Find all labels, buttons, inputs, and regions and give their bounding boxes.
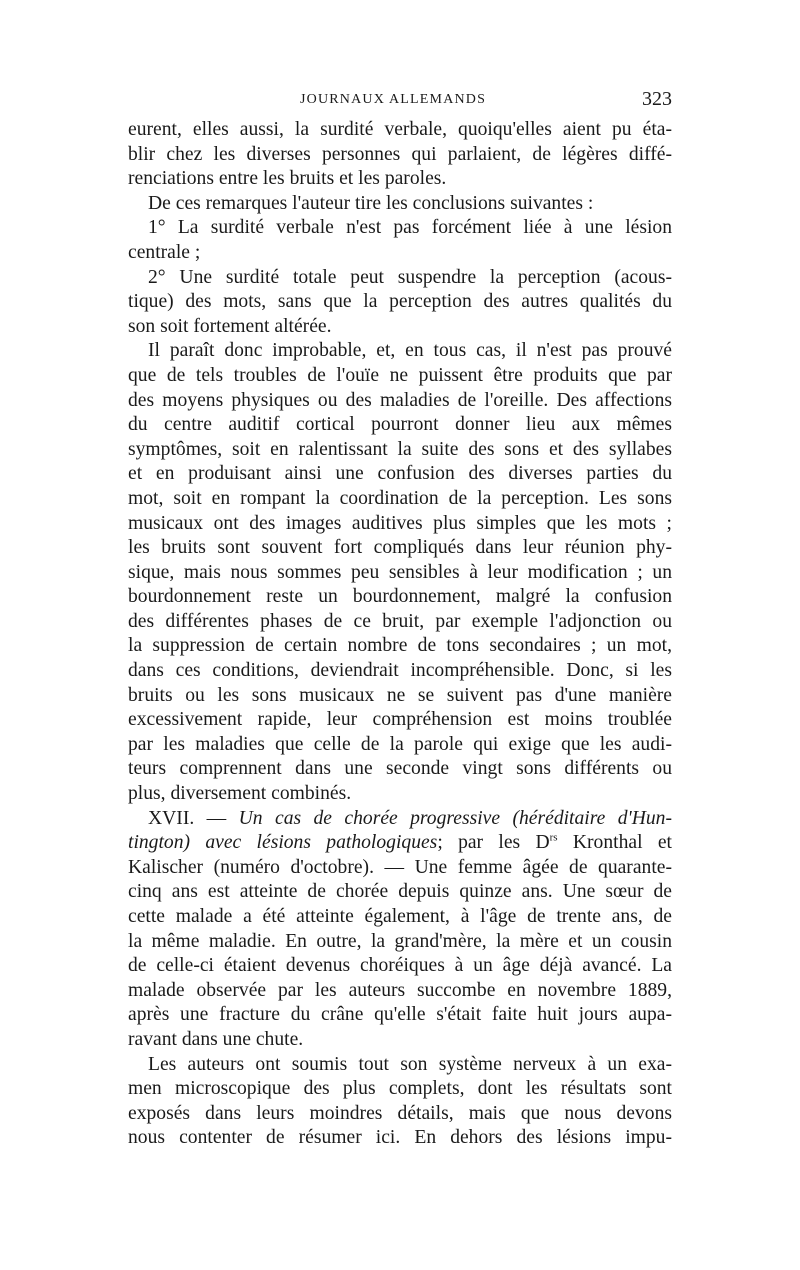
authors: Kronthal et xyxy=(557,832,672,854)
text-line: bruits ou les sons musicaux ne se suivent pas d'une manière xyxy=(128,684,672,706)
text-line: tique) des mots, sans que la perception des autres qualités du xyxy=(128,291,672,313)
text-line: renciations entre les bruits et les paroles. xyxy=(128,168,447,190)
text-line: Kalischer (numéro d'octobre). — Une femme âgée de quarante- xyxy=(128,856,672,878)
text-line: 1° La surdité verbale n'est pas forcément liée à une lésion xyxy=(148,217,672,239)
text-line: ravant dans une chute. xyxy=(128,1028,304,1050)
text-line: teurs comprennent dans une seconde vingt sons différents ou xyxy=(128,758,672,780)
text-line: la même maladie. En outre, la grand'mère, la mère et un cousin xyxy=(128,930,672,952)
article-title: Un cas de chorée progressive (héréditaire d'Hun- xyxy=(238,807,672,829)
body-text xyxy=(128,118,672,1151)
text-line: après une fracture du crâne qu'elle s'était faite huit jours aupa- xyxy=(128,1004,672,1026)
text-line: de celle-ci étaient devenus choréiques à un âge déjà avancé. La xyxy=(128,955,672,977)
text-line: nous contenter de résumer ici. En dehors des lésions impu- xyxy=(128,1127,672,1149)
text-line: et en produisant ainsi une confusion des diverses parties du xyxy=(128,463,672,485)
page-number: 323 xyxy=(642,88,672,110)
text-line: 2° Une surdité totale peut suspendre la perception (acous- xyxy=(148,266,672,288)
text-line: centrale ; xyxy=(128,241,201,263)
text-line: excessivement rapide, leur compréhension est moins troublée xyxy=(128,709,672,731)
text-line: symptômes, soit en ralentissant la suite des sons et des syllabes xyxy=(128,438,672,460)
text-line: eurent, elles aussi, la surdité verbale, quoiqu'elles aient pu éta- xyxy=(128,119,672,140)
text-line: son soit fortement altérée. xyxy=(128,315,332,337)
text-line: exposés dans leurs moindres détails, mais que nous devons xyxy=(128,1102,672,1124)
text-line: De ces remarques l'auteur tire les conclusions suivantes : xyxy=(148,192,594,214)
section-number: XVII. — xyxy=(148,807,227,829)
section-heading-line xyxy=(128,807,672,832)
text-line: que de tels troubles de l'ouïe ne puissent être produits que par xyxy=(128,364,672,386)
text-line: musicaux ont des images auditives plus simples que les mots ; xyxy=(128,512,672,534)
text-line: Il paraît donc improbable, et, en tous cas, il n'est pas prouvé xyxy=(148,340,672,362)
text-line: blir chez les diverses personnes qui parlaient, de légères diffé- xyxy=(128,143,672,165)
text-line: des moyens physiques ou des maladies de l'oreille. Des affections xyxy=(128,389,672,411)
running-head xyxy=(128,86,672,110)
text-line: Les auteurs ont soumis tout son système nerveux à un exa- xyxy=(148,1053,672,1075)
authors-prefix: ; par les D xyxy=(437,832,550,854)
article-title-cont: tington) avec lésions pathologiques xyxy=(128,832,438,854)
text-line: la suppression de certain nombre de tons secondaires ; un mot, xyxy=(128,635,672,657)
text-line: plus, diversement combinés. xyxy=(128,783,352,805)
text-line: mot, soit en rompant la coordination de la perception. Les sons xyxy=(128,487,672,509)
text-line xyxy=(128,831,672,856)
text-line: dans ces conditions, deviendrait incompréhensible. Donc, si les xyxy=(128,660,672,682)
running-title: JOURNAUX ALLEMANDS xyxy=(300,92,487,107)
text-line: men microscopique des plus complets, dont les résultats sont xyxy=(128,1078,672,1100)
text-line: des différentes phases de ce bruit, par exemple l'adjonction ou xyxy=(128,610,672,632)
text-line: malade observée par les auteurs succombe en novembre 1889, xyxy=(128,979,672,1001)
doctors-superscript: rs xyxy=(549,831,558,844)
text-line: les bruits sont souvent fort compliqués dans leur réunion phy- xyxy=(128,537,672,559)
text-line: cinq ans est atteinte de chorée depuis quinze ans. Une sœur de xyxy=(128,881,672,903)
text-line: bourdonnement reste un bourdonnement, malgré la confusion xyxy=(128,586,672,608)
text-line: cette malade a été atteinte également, à l'âge de trente ans, de xyxy=(128,906,672,927)
text-line: par les maladies que celle de la parole qui exige que les audi- xyxy=(128,733,672,755)
text-line: du centre auditif cortical pourront donner lieu aux mêmes xyxy=(128,414,672,436)
text-line: sique, mais nous sommes peu sensibles à leur modification ; un xyxy=(128,561,672,583)
